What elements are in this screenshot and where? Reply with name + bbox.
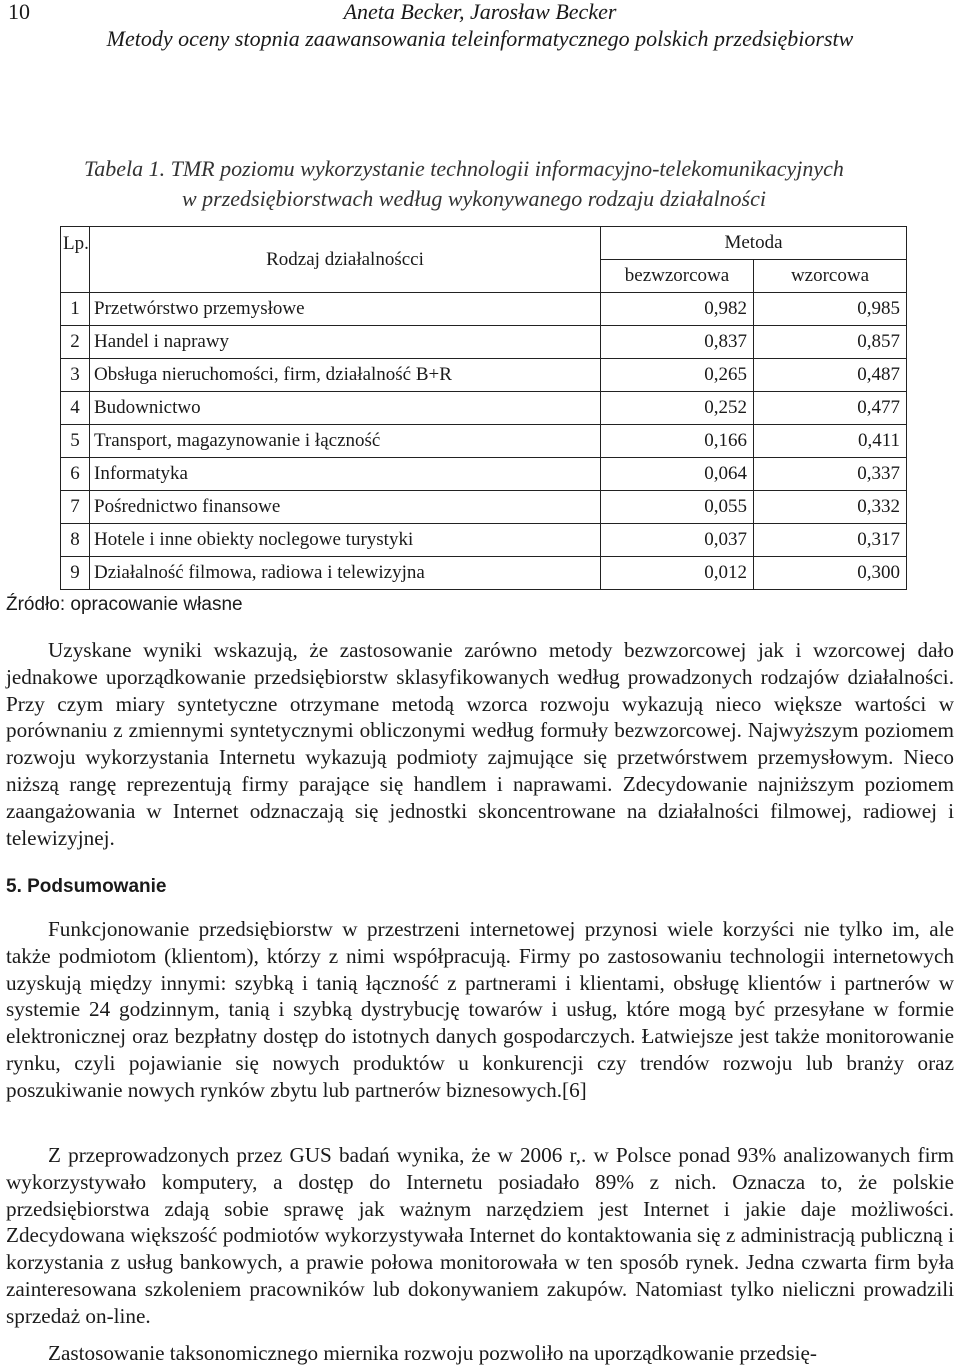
- cell-activity: Pośrednictwo finansowe: [90, 491, 601, 524]
- cell-bezwzorcowa: 0,837: [601, 326, 754, 359]
- cell-activity: Handel i naprawy: [90, 326, 601, 359]
- cell-wzorcowa: 0,300: [754, 557, 907, 590]
- cell-wzorcowa: 0,985: [754, 293, 907, 326]
- cell-wzorcowa: 0,317: [754, 524, 907, 557]
- table-row: [61, 293, 907, 326]
- cell-bezwzorcowa: 0,982: [601, 293, 754, 326]
- table-row: [61, 359, 907, 392]
- paragraph-text: Uzyskane wyniki wskazują, że zastosowanie zarówno metody bezwzorcowej jak i wzorcowej dało jednakowe uporządkowanie przedsiębiorstw sklasyfikowanych według prowadzonych rodzajów działalności. Przy czym miary syntetyczne otrzymane metodą wzorca rozwoju wykazują nieco większe wartości w porównaniu z zmiennymi syntetycznymi obliczonymi według formuły bezwzorcowej. Najwyższym poziomem rozwoju wykorzystania Internetu wykazują podmioty zajmujące się przetwórstwem przemysłowym. Nieco niższą rangę reprezentują firmy parające się handlem i naprawami. Zdecydowanie najniższym poziomem zaangażowania w Internet odznaczają się jednostki skoncentrowane na działalności filmowej, radiowej i telewizyjnej.: [6, 638, 954, 850]
- cell-lp: 7: [61, 491, 90, 524]
- paragraph-text: Z przeprowadzonych przez GUS badań wynika, że w 2006 r,. w Polsce ponad 93% analizowanych firm wykorzystywało komputery, a dostęp do Internetu posiadało 89% z nich. Oznacza to, że polskie przedsiębiorstwa zdają sobie sprawę jak ważnym narzędziem jest Internet i jakie daje możliwości. Zdecydowana większość podmiotów wykorzystywała Internet do kontaktowania się z administracją publiczną i korzystania z usług bankowych, a prawie połowa monitorowała w ten sposób rynek. Jedna czwarta firm była zainteresowana szkoleniem pracowników lub dokonywaniem zakupów. Natomiast tylko nieliczni prowadzili sprzedaż on-line.: [6, 1143, 954, 1328]
- table-row: [61, 458, 907, 491]
- caption-line-1: Tabela 1. TMR poziomu wykorzystanie technologii informacyjno-telekomunikacyjnych: [84, 156, 844, 181]
- cell-lp: 2: [61, 326, 90, 359]
- table-source: Źródło: opracowanie własne: [6, 594, 243, 615]
- cell-wzorcowa: 0,477: [754, 392, 907, 425]
- header-authors: Aneta Becker, Jarosław Becker: [343, 0, 617, 24]
- header-activity: Rodzaj działalnoścci: [90, 227, 601, 293]
- cell-lp: 8: [61, 524, 90, 557]
- header-lp: Lp.: [61, 227, 90, 293]
- table-row: [61, 524, 907, 557]
- page-number: 10: [8, 0, 30, 24]
- paragraph-text: Zastosowanie taksonomicznego miernika rozwoju pozwoliło na uporządkowanie przedsię-: [48, 1341, 817, 1365]
- cell-bezwzorcowa: 0,012: [601, 557, 754, 590]
- cell-activity: Przetwórstwo przemysłowe: [90, 293, 601, 326]
- cell-lp: 1: [61, 293, 90, 326]
- header-col-bezwzorcowa: bezwzorcowa: [601, 260, 754, 293]
- header-col-wzorcowa: wzorcowa: [754, 260, 907, 293]
- cell-wzorcowa: 0,337: [754, 458, 907, 491]
- cell-activity: Transport, magazynowanie i łączność: [90, 425, 601, 458]
- cell-activity: Budownictwo: [90, 392, 601, 425]
- cell-bezwzorcowa: 0,037: [601, 524, 754, 557]
- cell-wzorcowa: 0,857: [754, 326, 907, 359]
- cell-bezwzorcowa: 0,055: [601, 491, 754, 524]
- table-caption: [84, 154, 944, 214]
- cell-wzorcowa: 0,411: [754, 425, 907, 458]
- cell-bezwzorcowa: 0,064: [601, 458, 754, 491]
- body-paragraph: [6, 637, 954, 851]
- cell-bezwzorcowa: 0,265: [601, 359, 754, 392]
- cell-lp: 6: [61, 458, 90, 491]
- header-title: Metody oceny stopnia zaawansowania teleinformatycznego polskich przedsiębiorstw: [106, 26, 854, 51]
- table-row: [61, 392, 907, 425]
- cell-lp: 9: [61, 557, 90, 590]
- paragraph-text: Funkcjonowanie przedsiębiorstw w przestrzeni internetowej przynosi wiele korzyści nie tylko im, ale także podmiotom (klientom), którzy z nimi współpracują. Firmy po zastosowaniu technologii internetowych uzyskują między innymi: szybką i tanią łączność z partnerami i klientami, obsługę klientów i partnerów w systemie 24 godzinnym, tanią i szybką dystrybucję towarów i usług, które mogą być przesyłane w formie elektronicznej oraz bezpłatny dostęp do istotnych danych gospodarczych. Łatwiejsze jest także monitorowanie rynku, czyli pojawianie się nowych produktów u konkurencji czy trendów rozwoju lub branży oraz poszukiwanie nowych rynków zbytu lub partnerów biznesowych.[6]: [6, 917, 954, 1102]
- cell-wzorcowa: 0,332: [754, 491, 907, 524]
- caption-line-2: w przedsiębiorstwach według wykonywanego rodzaju działalności: [182, 186, 766, 211]
- cell-activity: Informatyka: [90, 458, 601, 491]
- cell-lp: 3: [61, 359, 90, 392]
- header-method: Metoda: [601, 227, 907, 260]
- body-paragraph: [6, 1142, 954, 1330]
- cell-activity: Hotele i inne obiekty noclegowe turystyki: [90, 524, 601, 557]
- cell-bezwzorcowa: 0,166: [601, 425, 754, 458]
- table-row: [61, 557, 907, 590]
- body-paragraph: [6, 1340, 954, 1367]
- cell-lp: 5: [61, 425, 90, 458]
- cell-wzorcowa: 0,487: [754, 359, 907, 392]
- section-heading: 5. Podsumowanie: [6, 876, 167, 897]
- tmr-table: [60, 226, 907, 590]
- cell-activity: Działalność filmowa, radiowa i telewizyjna: [90, 557, 601, 590]
- body-paragraph: [6, 916, 954, 1104]
- cell-lp: 4: [61, 392, 90, 425]
- cell-activity: Obsługa nieruchomości, firm, działalność B+R: [90, 359, 601, 392]
- table-row: [61, 326, 907, 359]
- cell-bezwzorcowa: 0,252: [601, 392, 754, 425]
- table-row: [61, 491, 907, 524]
- table-row: [61, 425, 907, 458]
